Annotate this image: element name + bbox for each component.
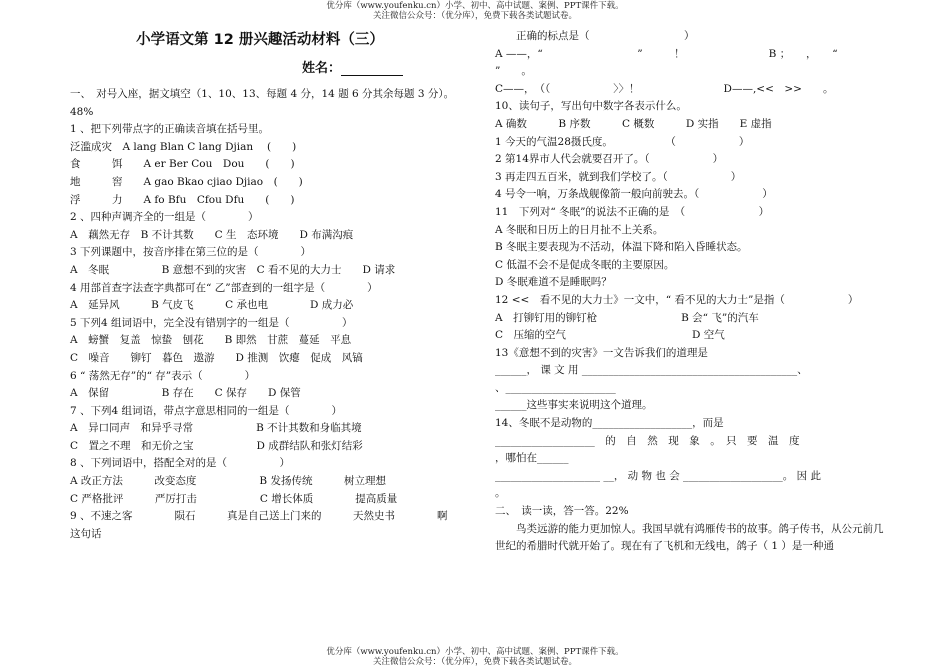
question-line: 11 下列对“ 冬眠”的说法不正确的是 （ ） (495, 205, 770, 218)
question-line: 3 下列课题中，按音序排在第三位的是（ ） (70, 246, 312, 259)
question-line: 一、 对号入座，据文填空（1、10、13、每题 4 分，14 题 6 分其余每题 3 分）。 (70, 88, 455, 100)
question-line: 4 号令一响，万条战舰像箭一般向前驶去。（ ） (495, 188, 773, 201)
page-footer (0, 647, 950, 667)
question-line: ______这些事实来说明这个道理。 (495, 399, 653, 412)
left-column (70, 28, 470, 543)
question-line: C 噪音 铆钉 暮色 遨游 D 推测 饮瘪 促成 风镐 (70, 351, 363, 364)
question-line: 5 下列4 组词语中，完全没有错别字的一组是（ ） (70, 316, 353, 329)
left-question-list (70, 86, 470, 543)
question-line: 12 << 看不见的大力士》一文中，“ 看不见的大力士”是指（ ） (495, 293, 859, 306)
question-line: 这句话 (70, 527, 102, 540)
question-line: 14、冬眠不是动物的___________________，而是 (495, 417, 724, 430)
question-line: 地 窖 A gao Bkao cjiao Djiao ( ) (70, 175, 303, 188)
question-line: D 冬眠难道不是睡眠吗？ (495, 276, 612, 289)
name-field (70, 52, 470, 86)
question-line: A ——，“ ” ！ B ； ， “ (495, 47, 838, 60)
footer-line-2: 关注微信公众号：（优分库），免费下载各类试题试卷。 (372, 657, 577, 667)
footer-line-1: 优分库（www.youfenku.cn）小学、初中、高中试题、案例、PPT课件下载。 (326, 647, 624, 657)
right-column (495, 28, 885, 556)
question-line: ” 。 (495, 65, 532, 78)
question-line: 食 饵 A er Ber Cou Dou ( ) (70, 158, 295, 171)
question-line: 48% (70, 105, 94, 118)
question-line: ___________________ 的 自 然 现 象 。 只 要 温 度 (495, 434, 800, 447)
question-line: 、_____________________ (495, 381, 616, 394)
question-line: 正确的标点是（ ） (495, 30, 695, 42)
page-title: 小学语文第 12 册兴趣活动材料（三） (136, 32, 384, 48)
question-line: A 改正方法 改变态度 B 发扬传统 树立理想 (70, 475, 386, 488)
question-line: A 保留 B 存在 C 保存 D 保管 (70, 387, 301, 400)
name-label: 姓名： (302, 61, 342, 76)
question-line: 浮 力 A fo Bfu Cfou Dfu ( ) (70, 193, 295, 206)
question-line: ，哪怕在______ (495, 452, 569, 465)
question-line: 泛滥成灾 A lang Blan C lang Djian ( ) (70, 140, 297, 153)
question-line: A 确数 B 序数 C 概数 D 实指 E 虚指 (495, 117, 772, 130)
question-line: 。 (495, 487, 506, 500)
reading-paragraph: 鸟类远游的能力更加惊人。我国早就有鸿雁传书的故事。鸽子传书，从公元前几世纪的希腊时代就开始了。现在有了飞机和无线电，鸽子（ 1 ）是一种通 (495, 522, 884, 553)
question-line: 7 、下列4 组词语，带点字意思相同的一组是（ ） (70, 404, 343, 417)
header-line-1: 优分库（www.youfenku.cn）小学、初中、高中试题、案例、PPT课件下载。 (326, 1, 624, 11)
page-header (0, 1, 950, 21)
question-line: 2 第14界市人代会就要召开了。（ ） (495, 153, 724, 166)
name-blank[interactable] (341, 61, 403, 76)
question-line: ____________________ __， 动 物 也 会 ___________________。 因 此 (495, 469, 821, 482)
question-line: 9 、不速之客 陨石 真是自己送上门来的 天然史书 啊 (70, 510, 448, 523)
question-line: A 冬眠和日历上的日月扯不上关系。 (495, 223, 664, 236)
question-line: B 冬眠主要表现为不活动，体温下降和陷入昏睡状态。 (495, 241, 748, 254)
question-line: 6 “ 荡然无存”的“ 存”表示（ ） (70, 369, 256, 382)
question-line: C 严格批评 严厉打击 C 增长体质 提高质量 (70, 492, 398, 505)
question-line: 1 、把下列带点字的正确读音填在括号里。 (70, 123, 270, 136)
question-line: A 异口同声 和异乎寻常 B 不计其数和身临其境 (70, 422, 362, 435)
question-line: 10、读句子，写出句中数字各表示什么。 (495, 100, 687, 113)
question-line: 8 、下列词语中，搭配全对的是（ ） (70, 457, 291, 470)
question-line: 1 今天的气温28摄氏度。 （ ） (495, 135, 750, 148)
right-question-list (495, 28, 885, 521)
question-line: 3 再走四五百米，就到我们学校了。（ ） (495, 170, 742, 183)
question-line: C 压缩的空气 D 空气 (495, 329, 725, 342)
question-line: A 藕然无存 B 不计其数 C 生 态环境 D 布满沟痕 (70, 228, 354, 241)
question-line: A 螃蟹 复盖 惊蛰 刨花 B 即然 甘蔗 蔓延 平息 (70, 334, 352, 347)
question-line: 2 、四种声调齐全的一组是（ ） (70, 211, 259, 224)
question-line: ______， 课 文 用 _________________________________________、 (495, 364, 808, 377)
question-line: C 低温不会不是促成冬眠的主要原因。 (495, 258, 675, 271)
question-line: A 打铆钉用的铆钉枪 B 会“ 飞”的汽车 (495, 311, 759, 324)
question-line: 13《意想不到的灾害》一文告诉我们的道理是 (495, 346, 708, 359)
header-line-2: 关注微信公众号：（优分库），免费下载各类试题试卷。 (372, 11, 577, 21)
question-line: A 冬眠 B 意想不到的灾害 C 看不见的大力士 D 请求 (70, 263, 396, 276)
question-line: C——， （（ 〉〉！ D——,<< >> 。 (495, 82, 834, 95)
question-line: 二、 读一读，答一答。22% (495, 505, 629, 518)
question-line: A 延异风 B 气皮飞 C 承也电 D 成力必 (70, 299, 354, 312)
question-line: 4 用部首查字法查字典都可在“ 乙”部查到的一组字是（ ） (70, 281, 378, 294)
question-line: C 置之不理 和无价之宝 D 成群结队和张灯结彩 (70, 439, 363, 452)
